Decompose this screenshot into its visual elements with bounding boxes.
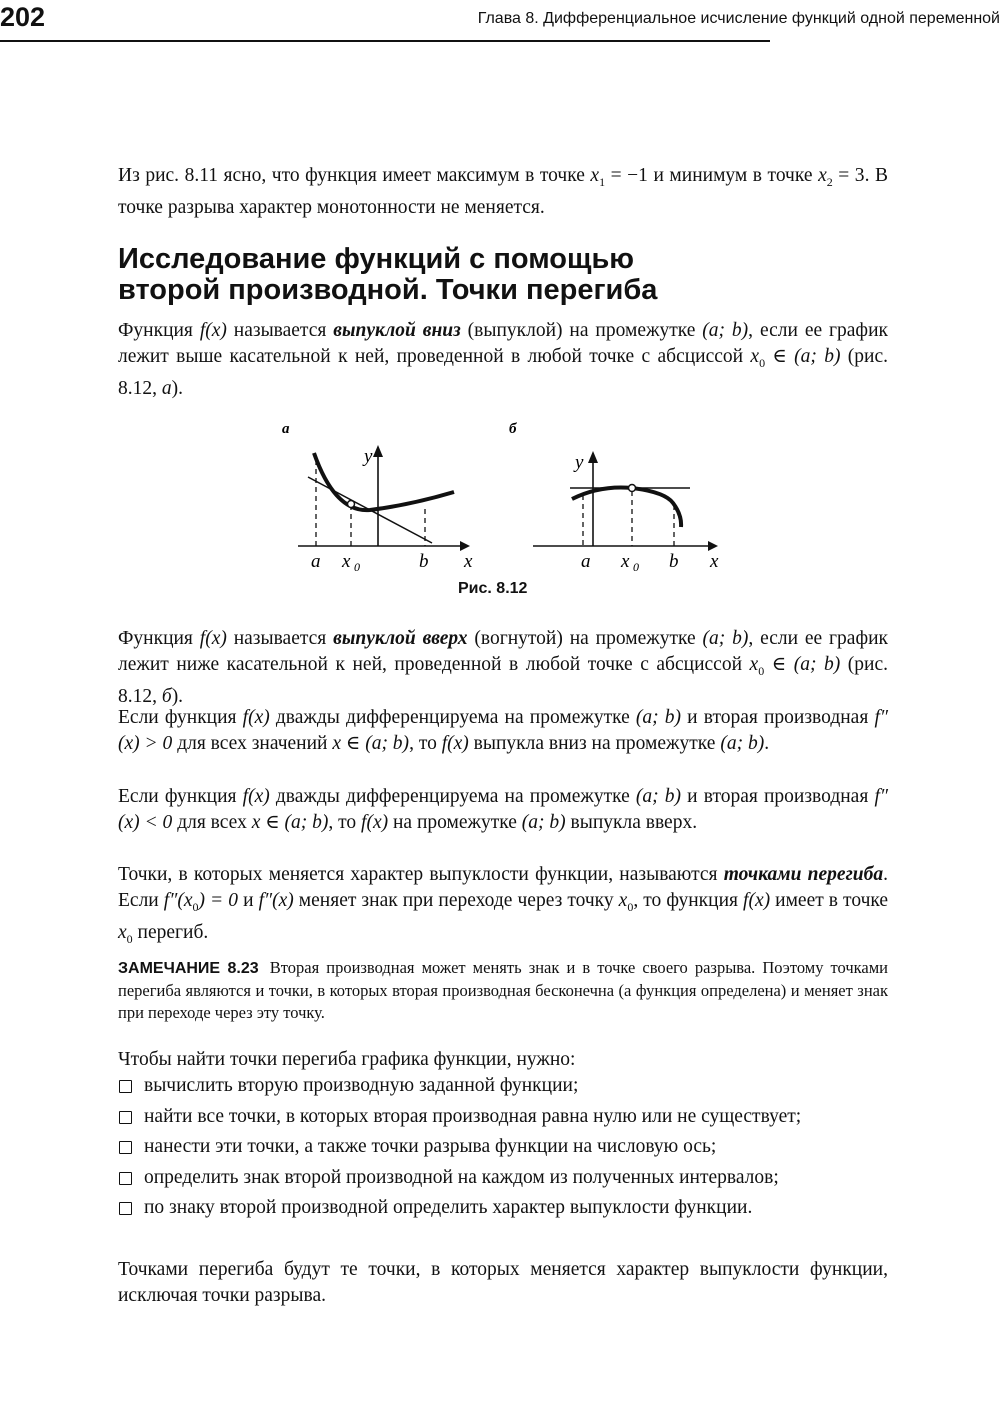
y-label-a: y <box>364 446 373 467</box>
label-a-a: a <box>311 551 321 572</box>
x-label-a: x <box>464 551 473 572</box>
inflection-point-definition: Точки, в которых меняется характер выпуклости функции, называются точками перегиба. Если $f''(x_0) = 0$ и f″(x) меняет знак при переходе через точку $x_0$, то функция f(x) имеет в точке $x_0$ перегиб. <box>118 864 889 946</box>
label-b-a: b <box>419 551 429 572</box>
rule-second-derivative-negative: Если функция f(x) дважды дифференцируема на промежутке (a; b) и вторая производная f″(x) < 0 для всех x ∈ (a; b), то f(x) на промежутке (a; b) выпукла вверх. <box>118 786 888 833</box>
definition-convex-up: Функция f(x) называется выпуклой вверх (вогнутой) на промежутке (a; b), если ее график лежит ниже касательной к ней, проведенной в любой точке с абсциссой $x_0$ ∈ (a; b) (рис. 8.12, б). <box>118 628 889 707</box>
figure-svg <box>280 415 740 580</box>
figure-8-12 <box>280 415 740 605</box>
checkbox-bullet-icon <box>119 1080 132 1093</box>
y-axis-arrow-b <box>588 451 598 463</box>
running-head: Глава 8. Дифференциальное исчисление функций одной переменной <box>477 10 1000 27</box>
label-b-b: b <box>669 551 679 572</box>
x-axis-arrow-b <box>708 541 718 551</box>
panel-b-label: б <box>509 421 517 437</box>
figure-caption: Рис. 8.12 <box>458 580 528 597</box>
page-number: 202 <box>0 2 46 32</box>
steps-list <box>118 1073 888 1226</box>
label-a-b: a <box>581 551 591 572</box>
steps-intro: Чтобы найти точки перегиба графика функции, нужно: <box>118 1049 576 1070</box>
checkbox-bullet-icon <box>119 1141 132 1154</box>
list-item: вычислить вторую производную заданной функции; <box>118 1073 888 1099</box>
checkbox-bullet-icon <box>119 1172 132 1185</box>
label-x0-b: x <box>621 551 630 572</box>
list-item: по знаку второй производной определить характер выпуклости функции. <box>118 1195 888 1221</box>
panel-a-label: а <box>282 421 290 437</box>
convex-down-curve <box>314 453 454 510</box>
tangent-point-a <box>348 501 355 508</box>
remark-label: ЗАМЕЧАНИЕ 8.23 <box>118 960 259 977</box>
section-title: Исследование функций с помощью второй производной. Точки перегиба <box>118 243 658 306</box>
x-axis-arrow-a <box>460 541 470 551</box>
rule-second-derivative-positive: Если функция f(x) дважды дифференцируема на промежутке (a; b) и вторая производная f″(x) > 0 для всех значений x ∈ (a; b), то f(x) выпукла вниз на промежутке (a; b). <box>118 707 888 754</box>
list-item: нанести эти точки, а также точки разрыва функции на числовую ось; <box>118 1134 888 1160</box>
x-label-b: x <box>710 551 719 572</box>
label-x0-sub-b: 0 <box>633 560 639 574</box>
remark-text: Вторая производная может менять знак и в точке своего разрыва. Поэтому точками перегиба являются и точки, в которых вторая производная бесконечна (а функция определена) и меняет знак при переходе через эту точку. <box>118 958 889 1022</box>
page-header <box>0 0 1000 42</box>
intro-paragraph: Из рис. 8.11 ясно, что функция имеет максимум в точке $x_1 = -1$ и минимум в точке $x_2 = 3$. В точке разрыва характер монотонности не меняется. <box>118 165 888 219</box>
list-item: найти все точки, в которых вторая производная равна нулю или не существует; <box>118 1104 888 1130</box>
remark-8-23 <box>118 957 888 1024</box>
label-x0-a: x <box>342 551 351 572</box>
list-item: определить знак второй производной на каждом из полученных интервалов; <box>118 1165 888 1191</box>
convex-up-curve <box>572 487 681 527</box>
checkbox-bullet-icon <box>119 1202 132 1215</box>
y-label-b: y <box>575 452 584 473</box>
conclusion-paragraph: Точками перегиба будут те точки, в которых меняется характер выпуклости функции, исключая точки разрыва. <box>118 1259 888 1306</box>
checkbox-bullet-icon <box>119 1111 132 1124</box>
tangent-point-b <box>629 485 636 492</box>
y-axis-arrow-a <box>373 445 383 457</box>
label-x0-sub-a: 0 <box>354 560 360 574</box>
definition-convex-down: Функция f(x) называется выпуклой вниз (выпуклой) на промежутке (a; b), если ее график лежит выше касательной к ней, проведенной в любой точке с абсциссой $x_0$ ∈ (a; b) (рис. 8.12, а). <box>118 320 889 399</box>
tangent-line-a <box>308 477 432 543</box>
